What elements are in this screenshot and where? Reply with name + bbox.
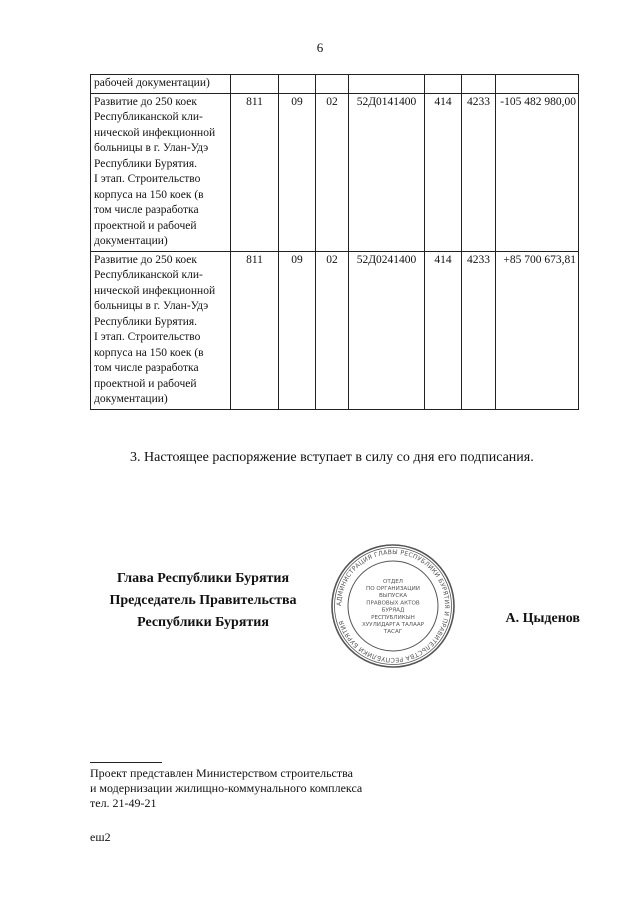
- subsection-cell: 02: [316, 93, 349, 251]
- expense-name-line: том числе разработка: [94, 204, 199, 216]
- subsection-cell: 02: [316, 251, 349, 409]
- expense-type-cell: 414: [425, 93, 462, 251]
- subsection-cell: [316, 75, 349, 94]
- stamp-inner-line: ПРАВОВЫХ АКТОВ: [366, 600, 420, 607]
- stamp-inner-line: ХУУЛИДАРГА ТАЛААР: [361, 622, 425, 628]
- stamp-inner-line: ОТДЕЛ: [383, 578, 403, 585]
- expense-name-cell: [91, 75, 231, 94]
- table-row: [91, 93, 579, 251]
- section-cell: 09: [279, 251, 316, 409]
- table-row: [91, 75, 579, 94]
- expense-name-line: Республиканской кли-: [94, 269, 203, 281]
- expense-name-line: документации): [94, 235, 168, 247]
- expense-name-line: больницы в г. Улан-Удэ: [94, 300, 209, 312]
- kosgu-cell: 4233: [462, 251, 496, 409]
- expense-name-cell: [91, 251, 231, 409]
- expense-name-line: документации): [94, 393, 168, 405]
- signature-title-line: Республики Бурятия: [137, 615, 269, 630]
- expense-name-line: проектной и рабочей: [94, 219, 197, 232]
- amount-cell: -105 482 980,00: [496, 93, 579, 251]
- section-cell: [279, 75, 316, 94]
- amount-cell: [496, 75, 579, 94]
- footnote-divider: [90, 762, 162, 763]
- expense-name-line: Республики Бурятия.: [94, 157, 198, 170]
- stamp-inner-line: ТАСАГ: [383, 629, 403, 636]
- footnote-line: Проект представлен Министерством строительства: [90, 766, 353, 780]
- expense-name-cell: [91, 93, 231, 251]
- table-row: [91, 251, 579, 409]
- kosgu-cell: [462, 75, 496, 94]
- amount-cell: +85 700 673,81: [496, 251, 579, 409]
- signature-title-line: Председатель Правительства: [109, 593, 297, 608]
- expense-name-line: рабочей документации): [94, 77, 210, 89]
- admin-cell: [231, 75, 279, 94]
- expense-name-line: корпуса на 150 коек (в: [94, 346, 204, 359]
- admin-cell: 811: [231, 251, 279, 409]
- expense-name-line: том числе разработка: [94, 362, 199, 374]
- target-cell: 52Д0141400: [349, 93, 425, 251]
- expense-name-line: Развитие до 250 коек: [94, 95, 197, 108]
- expense-name-line: I этап. Строительство: [94, 173, 201, 185]
- expense-name-line: Республики Бурятия.: [94, 315, 198, 328]
- expense-name-line: Республиканской кли-: [94, 111, 203, 123]
- target-cell: 52Д0241400: [349, 251, 425, 409]
- footnote-line: тел. 21-49-21: [90, 796, 157, 810]
- section-cell: 09: [279, 93, 316, 251]
- stamp-inner-line: ПО ОРГАНИЗАЦИИ: [366, 586, 420, 592]
- effective-date-clause: 3. Настоящее распоряжение вступает в силу со дня его подписания.: [130, 450, 534, 465]
- expense-name-line: Развитие до 250 коек: [94, 253, 197, 266]
- document-code: еш2: [90, 830, 111, 844]
- target-cell: [349, 75, 425, 94]
- expense-name-line: проектной и рабочей: [94, 377, 197, 390]
- expense-name-line: корпуса на 150 коек (в: [94, 188, 204, 201]
- expense-type-cell: 414: [425, 251, 462, 409]
- budget-table-body: [91, 75, 579, 410]
- expense-type-cell: [425, 75, 462, 94]
- stamp-inner-line: БУРЯАД: [381, 607, 405, 614]
- admin-cell: 811: [231, 93, 279, 251]
- expense-name-line: I этап. Строительство: [94, 331, 201, 343]
- budget-table: [90, 74, 579, 410]
- signature-title-line: Глава Республики Бурятия: [116, 571, 290, 586]
- stamp-outer-text: АДМИНИСТРАЦИЯ ГЛАВЫ РЕСПУБЛИКИ БУРЯТИЯ И ПРАВИТЕЛЬСТВА РЕСПУБЛИКИ БУРЯТИЯ: [335, 548, 451, 664]
- stamp-inner-line: ВЫПУСКА: [378, 593, 408, 600]
- stamp-inner-line: РЕСПУБЛИКЫН: [371, 614, 415, 621]
- footnote-line: и модернизации жилищно-коммунального комплекса: [90, 781, 363, 795]
- expense-name-line: нической инфекционной: [94, 126, 216, 139]
- page-number: 6: [316, 40, 324, 55]
- expense-name-line: больницы в г. Улан-Удэ: [94, 142, 209, 154]
- footnote: [90, 766, 510, 811]
- signature-title: [88, 568, 318, 634]
- signer-name: А. Цыденов: [505, 611, 580, 626]
- kosgu-cell: 4233: [462, 93, 496, 251]
- official-stamp: [330, 543, 456, 669]
- expense-name-line: нической инфекционной: [94, 284, 216, 297]
